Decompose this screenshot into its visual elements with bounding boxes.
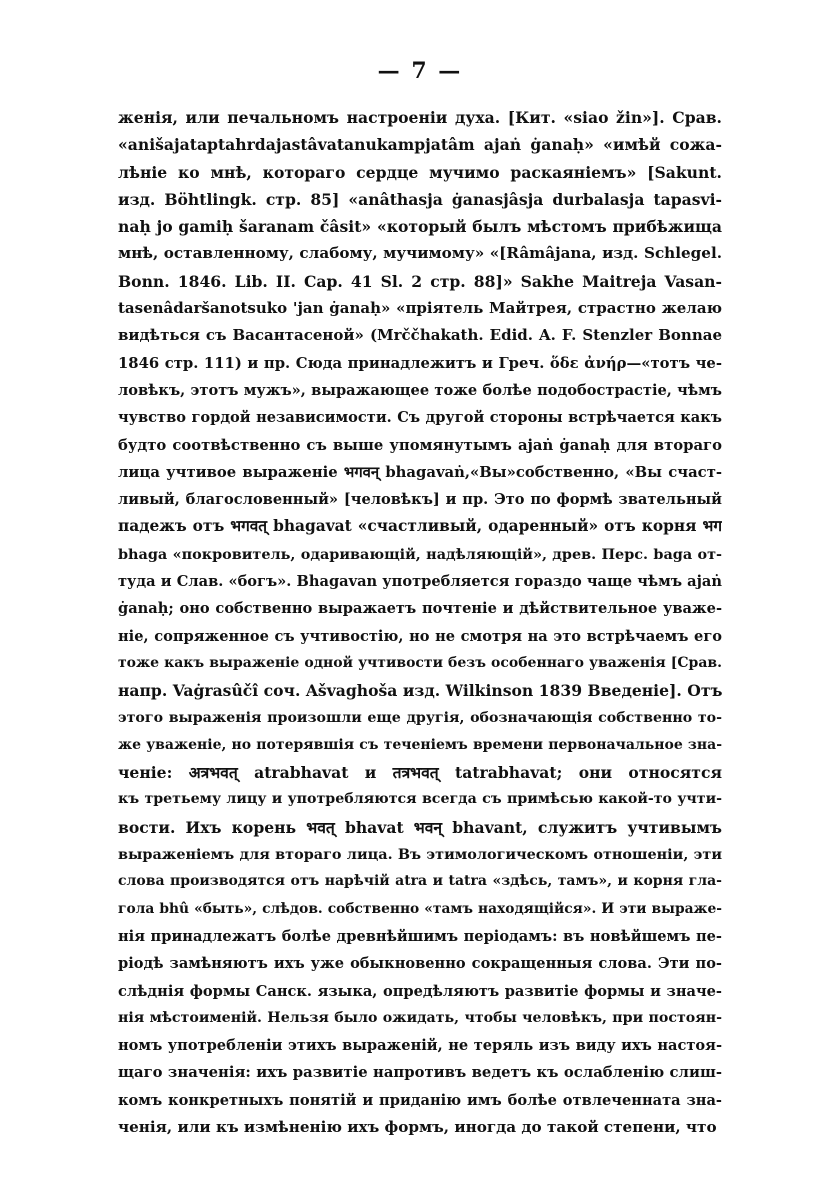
text-line: tasenâdaršanotsuko 'jan ġanaḥ» «пріятель Майтрея, страстно желаю [118, 299, 722, 318]
text-line: комъ конкретныхъ понятій и приданію имъ болѣе отвлеченната зна- [118, 1091, 722, 1109]
text-line: нія мѣстоименій. Нельзя было ожидать, чтобы человѣкъ, при постоян- [118, 1009, 722, 1026]
text-line: выраженіемъ для втораго лица. Въ этимологическомъ отношеніи, эти [118, 846, 722, 864]
text-line: напр. Vaġrasûčî соч. Ašvaghoša изд. Wilkinson 1839 Введеніе]. Отъ [118, 681, 722, 701]
text-line: нія принадлежатъ болѣе древнѣйшимъ періодамъ: въ новѣйшемъ пе- [118, 927, 722, 945]
text-line: ловѣкъ, этотъ мужъ», выражающее тоже болѣе подобострастіе, чѣмъ [118, 381, 722, 399]
text-line: лѣніе ко мнѣ, котораго сердце мучимо раскаяніемъ» [Sakunt. [118, 162, 722, 182]
text-line: слѣднія формы Санск. языка, опредѣляютъ развитіе формы и значе- [118, 982, 722, 1000]
text-line: гола bhû «быть», слѣдов. собственно «тамъ находящійся». И эти выраже- [118, 900, 722, 917]
page-number: — 7 — [377, 58, 463, 84]
text-line: ġanaḥ; оно собственно выражаетъ почтеніе и дѣйствительное уваже- [118, 600, 722, 618]
text-line: ріодѣ замѣняютъ ихъ уже обыкновенно сокращенныя слова. Эти по- [118, 955, 722, 973]
text-line: мнѣ, оставленному, слабому, мучимому» «[Râmâjana, изд. Schlegel. [118, 244, 722, 263]
text-line: «anišajataptahrdajastâvatanukampjatâm ajaṅ ġanaḥ» «имѣй сожа- [118, 135, 722, 155]
text-line: женія, или печальномъ настроеніи духа. [Кит. «siao žin»]. Срав. [118, 108, 722, 127]
text-line: чувство гордой независимости. Съ другой стороны встрѣчается какъ [118, 409, 722, 427]
text-line: ченіе: अत्रभवत् atrabhavat и तत्रभवत् tatrabhavat; они относятся [118, 763, 722, 783]
text-line: видѣться съ Васантасеной» (Mrččhakath. Edid. A. F. Stenzler Bonnae [118, 326, 722, 345]
text-line: 1846 стр. 111) и пр. Сюда принадлежитъ и Греч. ὅδε ἀνήρ—«тотъ че- [118, 354, 722, 372]
text-line: этого выраженія произошли еще другія, обозначающія собственно то- [118, 709, 722, 726]
text-line: ливый, благословенный» [человѣкъ] и пр. Это по формѣ звательный [118, 491, 722, 509]
text-line: будто соотвѣственно съ выше упомянутымъ ajaṅ ġanaḥ для втораго [118, 436, 722, 454]
text-line: изд. Böhtlingk. стр. 85] «anâthasja ġanasjâsja durbalasja tapasvi- [118, 189, 722, 209]
text-line: Bonn. 1846. Lib. II. Cap. 41 Sl. 2 стр. 88]» Sakhe Maitreja Vasan- [118, 271, 722, 291]
text-line: слова производятся отъ нарѣчій atra и tatra «здѣсь, тамъ», и корня гла- [118, 873, 722, 890]
text-line: bhaga «покровитель, одаривающій, надѣляющій», древ. Перс. baga от- [118, 545, 722, 563]
text-line: ніе, сопряженное съ учтивостію, но не смотря на это встрѣчаемъ его [118, 627, 722, 645]
text-line: тоже какъ выраженіе одной учтивости безъ особеннаго уваженія [Срав. [118, 654, 722, 671]
text-line: naḥ jo gamiḥ šaranam čâsit» «который былъ мѣстомъ прибѣжища [118, 217, 722, 237]
text-line: туда и Слав. «богъ». Bhagavan употребляется гораздо чаще чѣмъ ajaṅ [118, 573, 722, 591]
text-line: вости. Ихъ корень भवत् bhavat भवन् bhavant, служитъ учтивымъ [118, 817, 722, 837]
body-text [118, 104, 722, 1141]
text-line: щаго значенія: ихъ развитіе напротивъ ведетъ къ ослабленію слиш- [118, 1064, 722, 1082]
text-line: ченія, или къ измѣненію ихъ формъ, иногда до такой степени, что [118, 1117, 717, 1136]
text-line: номъ употребленіи этихъ выраженій, не теряль изъ виду ихъ настоя- [118, 1037, 722, 1055]
text-line: падежъ отъ भगवत् bhagavat «счастливый, одаренный» отъ корня भग [118, 517, 722, 536]
text-line: къ третьему лицу и употребляются всегда съ примѣсью какой-то учти- [118, 791, 722, 808]
text-line: лица учтивое выраженіе भगवन् bhagavaṅ,«Вы»собственно, «Вы счаст- [118, 463, 722, 481]
text-line: же уваженіе, но потерявшія съ теченіемъ времени первоначальное зна- [118, 736, 722, 753]
